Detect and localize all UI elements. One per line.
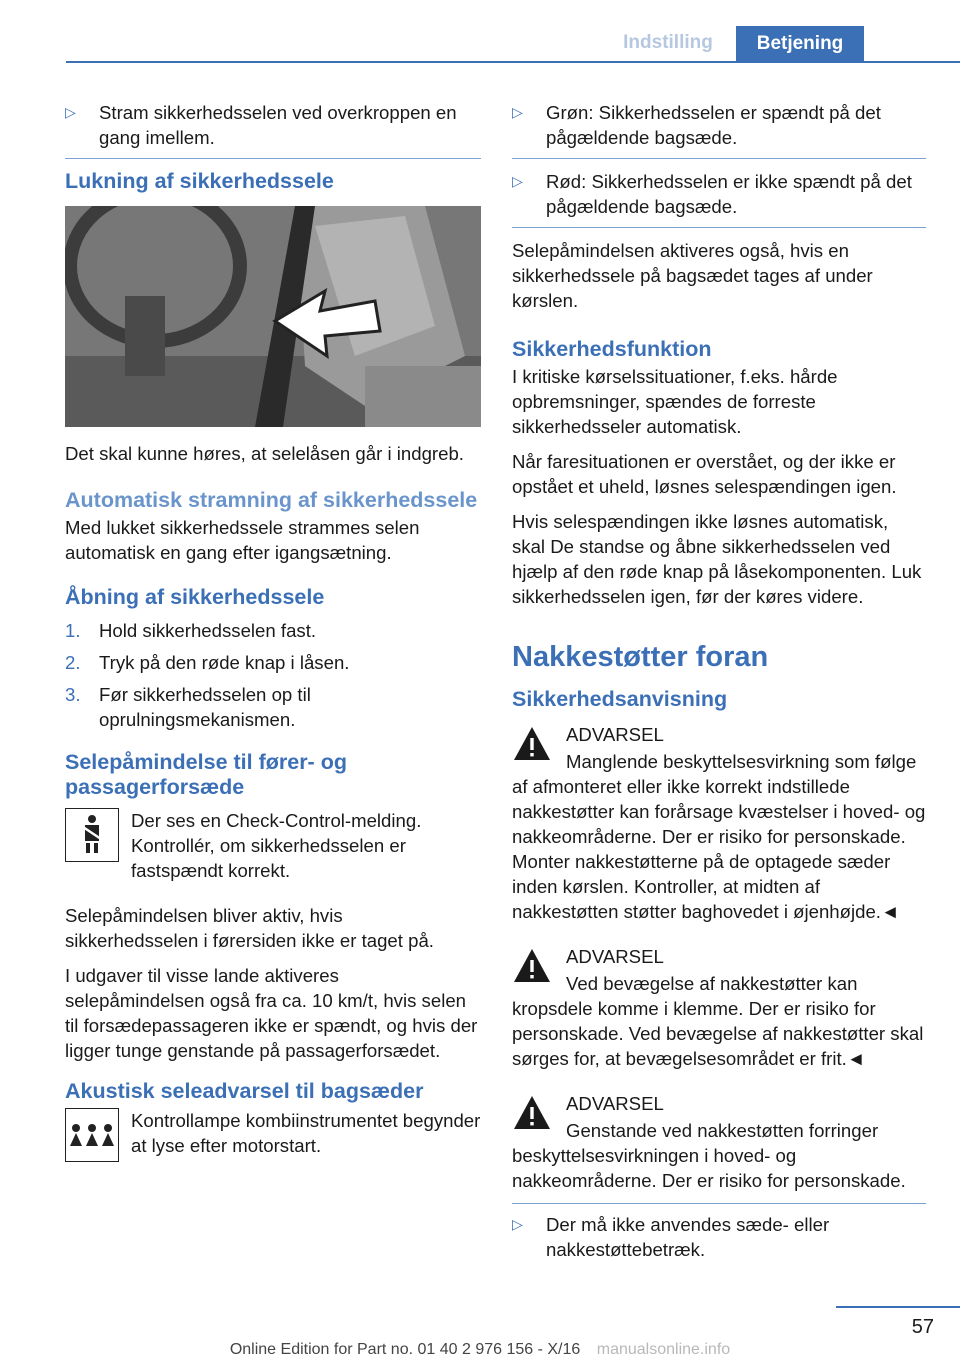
bullet-text: Der må ikke anvendes sæde- eller nakkestøttebetræk. (546, 1214, 830, 1260)
left-column (65, 100, 481, 1168)
warning-title: ADVARSEL (566, 724, 664, 745)
paragraph-function-1: I kritiske kørselssituationer, f.eks. hårde opbremsninger, spændes de forreste sikkerhedsseler automatisk. (512, 366, 838, 437)
footer-line (836, 1306, 960, 1308)
heading-opening: Åbning af sikkerhedssele (65, 585, 325, 609)
bullet-item (512, 100, 926, 159)
warning-triangle-icon (512, 1093, 552, 1133)
bullet-item (65, 100, 481, 159)
step-item (65, 618, 481, 643)
edition-text: Online Edition for Part no. 01 40 2 976 156 - X/16 (229, 1341, 581, 1358)
heading-closing: Lukning af sikkerhedssele (65, 169, 334, 193)
header-line (66, 61, 960, 63)
bullet-text: Grøn: Sikkerhedsselen er spændt på det pågældende bagsæde. (546, 102, 881, 148)
warning-title: ADVARSEL (566, 946, 664, 967)
warning-text: Ved bevægelse af nakkestøtter kan kropsdele komme i klemme. Der er risiko for personskade. Ved bevægelse af nakkestøtter skal sørges for, at bevægelsesområdet er frit.◄ (512, 973, 924, 1069)
step-text: Hold sikkerhedsselen fast. (99, 620, 317, 641)
paragraph-function-2: Når faresituationen er overstået, og der ikke er opstået et uheld, løsnes selespændingen igen. (512, 451, 897, 497)
seatbelt-illustration (65, 206, 481, 427)
paragraph-closing: Det skal kunne høres, at selelåsen går i indgreb. (65, 443, 464, 464)
heading-auto-tension: Automatisk stramning af sikkerhedssele (65, 488, 478, 512)
heading-headrests: Nakkestøtter foran (512, 641, 769, 673)
step-item (65, 682, 481, 732)
warning-triangle-icon (512, 946, 552, 986)
triangle-right-icon: ▷ (65, 104, 76, 120)
step-number: 1. (65, 620, 81, 641)
heading-rear-warning: Akustisk seleadvarsel til bagsæder (65, 1079, 424, 1103)
triangle-right-icon: ▷ (512, 104, 523, 120)
header-tab-active[interactable]: Betjening (736, 26, 864, 62)
header-tab-inactive[interactable]: Indstilling (623, 32, 713, 53)
seatbelt-icon (65, 808, 119, 862)
page-number: 57 (911, 1316, 934, 1338)
heading-function: Sikkerhedsfunktion (512, 337, 712, 361)
paragraph-function-3: Hvis selespændingen ikke løsnes automatisk, skal De standse og åbne sikkerhedsselen ved hjælp af den røde knap på låsekomponenten. Luk sikkerhedsselen igen, før der køres videre. (512, 511, 922, 607)
paragraph-rear-warning: Kontrollampe kombiinstrumentet begynder at lyse efter motorstart. (131, 1110, 481, 1156)
right-column (512, 100, 926, 1269)
paragraph-auto-tension: Med lukket sikkerhedssele strammes selen automatisk en gang efter igangsætning. (65, 517, 420, 563)
triangle-right-icon: ▷ (512, 1216, 523, 1232)
warning-title: ADVARSEL (566, 1093, 664, 1114)
heading-safety: Sikkerhedsanvisning (512, 687, 728, 711)
paragraph-rear-active: Selepåmindelsen aktiveres også, hvis en sikkerhedssele på bagsædet tages af under kørslen. (512, 240, 873, 311)
paragraph-reminder-1: Selepåmindelsen bliver aktiv, hvis sikkerhedsselen i førersiden ikke er taget på. (65, 905, 434, 951)
step-text: Tryk på den røde knap i låsen. (99, 652, 350, 673)
warning-triangle-icon (512, 724, 552, 764)
paragraph-reminder-icon: Der ses en Check-Control-melding. Kontrollér, om sikkerhedsselen er fastspændt korrekt. (131, 810, 422, 881)
bullet-item (512, 169, 926, 228)
step-number: 2. (65, 652, 81, 673)
warning-text: Manglende beskyttelsesvirkning som følge af afmonteret eller ikke korrekt indstillede nakkestøtter kan forårsage kvæstelser i hoved- og nakkeområderne. Der er risiko for personskade. Monter nakkestøtterne på de optagede sæder inden kørslen. Kontroller, at midten af nakkestøtten støtter baghovedet i øjenhøjde.◄ (512, 751, 926, 922)
watermark-text: manualsonline.info (596, 1341, 731, 1358)
warning-block (512, 1091, 926, 1193)
bullet-text: Rød: Sikkerhedsselen er ikke spændt på det pågældende bagsæde. (546, 171, 912, 217)
footer-edition (0, 1341, 960, 1359)
bullet-text: Stram sikkerhedsselen ved overkroppen en gang imellem. (99, 102, 457, 148)
step-item (65, 650, 481, 675)
heading-reminder: Selepåmindelse til fører- og passagerforsæde (65, 750, 347, 799)
warning-block (512, 944, 926, 1071)
triangle-right-icon: ▷ (512, 173, 523, 189)
paragraph-reminder-2: I udgaver til visse lande aktiveres selepåmindelsen også fra ca. 10 km/t, hvis selen til forsædepassageren ikke er spændt, og hvis der ligger tunge genstande på passagerforsædet. (65, 965, 478, 1061)
step-number: 3. (65, 684, 81, 705)
step-text: Før sikkerhedsselen op til oprulningsmekanismen. (99, 684, 311, 730)
seatbelt-photo (65, 206, 481, 427)
bullet-item (512, 1203, 926, 1262)
rear-seat-occupants-icon (65, 1108, 119, 1162)
warning-block (512, 722, 926, 924)
warning-text: Genstande ved nakkestøtten forringer beskyttelsesvirkningen i hoved- og nakkeområderne. Der er risiko for personskade. (512, 1120, 906, 1191)
